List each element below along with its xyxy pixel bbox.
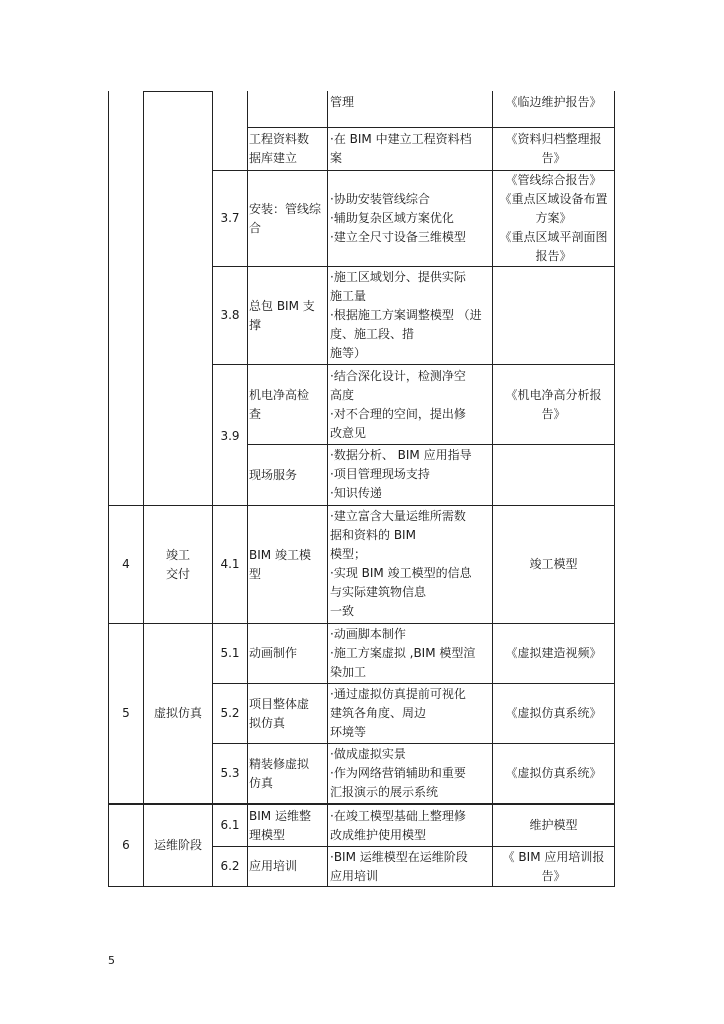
table-cell-content: 管理: [330, 95, 355, 109]
table-cell-item: 总包 BIM 支 撑: [249, 298, 315, 332]
table-row-line: [247, 127, 615, 128]
stage-name: 运维阶段: [153, 838, 202, 852]
table-col-line: [143, 91, 144, 886]
stage-number: 6: [122, 838, 130, 852]
table-cell-number: 6.1: [220, 818, 240, 832]
table-cell-item: 现场服务: [249, 467, 298, 482]
table-row-line: [143, 91, 212, 92]
table-cell-output: 维护模型: [529, 818, 578, 832]
table-cell-output: 《虚拟建造视频》: [505, 646, 602, 660]
table-cell-number: 5.2: [220, 706, 240, 720]
table-cell-content: ·协助安装管线综合 ·辅助复杂区域方案优化 ·建立全尺寸设备三维模型: [330, 192, 466, 244]
stage-number: 5: [122, 706, 130, 720]
table-col-line: [247, 91, 248, 886]
table-cell-output: 《管线综合报告》 《重点区域设备布置 方案》 《重点区域平剖面图 报告》: [499, 173, 608, 263]
table-cell-output: 《机电净高分析报 告》: [505, 387, 602, 421]
table-cell-output: 《资料归档整理报 告》: [505, 132, 602, 165]
table-border-bottom: [108, 886, 615, 887]
table-cell-content: ·动画脚本制作 ·施工方案虚拟 ,BIM 模型渲 染加工: [330, 627, 476, 679]
table-col-line: [492, 91, 493, 886]
table-cell-content: ·建立富含大量运维所需数 据和资料的 BIM 模型； ·实现 BIM 竣工模型的信息 与实际建筑物信息 一致: [330, 509, 472, 618]
table-cell-number: 3.9: [220, 429, 240, 443]
table-cell-content: ·通过虚拟仿真提前可视化 建筑各角度、周边 环境等: [330, 687, 466, 739]
table-cell-output: 《 BIM 应用培训报 告》: [502, 849, 605, 883]
table-cell-item: 动画制作: [249, 646, 298, 660]
table-cell-number: 4.1: [220, 557, 240, 571]
stage-name: 虚拟仿真: [153, 706, 202, 720]
table-cell-item: 应用培训: [249, 859, 298, 873]
table-cell-output: 竣工模型: [529, 557, 578, 571]
table-cell-item: 项目整体虚 拟仿真: [249, 696, 310, 730]
table-cell-item: 工程资料数 据库建立: [249, 132, 310, 165]
table-cell-content: ·BIM 运维模型在运维阶段 应用培训: [330, 849, 468, 883]
page-number: 5: [108, 954, 115, 967]
table-col-line: [327, 91, 328, 886]
stage-number: 4: [122, 557, 130, 571]
table-cell-content: ·数据分析、 BIM 应用指导 ·项目管理现场支持 ·知识传递: [330, 448, 472, 500]
table-cell-output: 《虚拟仿真系统》: [505, 766, 602, 780]
table-cell-output: 《临边维护报告》: [505, 95, 602, 109]
table-cell-number: 3.8: [220, 308, 240, 322]
table-cell-item: 精装修虚拟 仿真: [249, 756, 310, 790]
table-cell-output: 《虚拟仿真系统》: [505, 706, 602, 720]
table-cell-content: ·在竣工模型基础上整理修 改成维护使用模型: [330, 808, 466, 842]
table-cell-content: ·做成虚拟实景 ·作为网络营销辅助和重要 汇报演示的展示系统: [330, 747, 466, 799]
table-cell-number: 6.2: [220, 859, 240, 873]
table-border-right: [614, 91, 615, 886]
table-cell-content: ·结合深化设计，检测净空 高度 ·对不合理的空间，提出修 改意见: [330, 369, 466, 440]
table-cell-content: ·施工区域划分、提供实际 施工量 ·根据施工方案调整模型 （进 度、施工段、措 施等）: [330, 270, 482, 360]
table-cell-item: 机电净高检 查: [249, 387, 310, 421]
table-cell-item: BIM 竣工模 型: [249, 547, 311, 581]
table-cell-content: ·在 BIM 中建立工程资料档 案: [330, 132, 472, 165]
table-cell-number: 5.1: [220, 646, 240, 660]
table-cell-number: 5.3: [220, 766, 240, 780]
stage-name: 竣工 交付: [165, 547, 190, 581]
table-cell-item: 安装：管线综 合: [249, 201, 322, 235]
table-cell-number: 3.7: [220, 211, 240, 225]
table-cell-item: BIM 运维整 理模型: [249, 808, 311, 842]
